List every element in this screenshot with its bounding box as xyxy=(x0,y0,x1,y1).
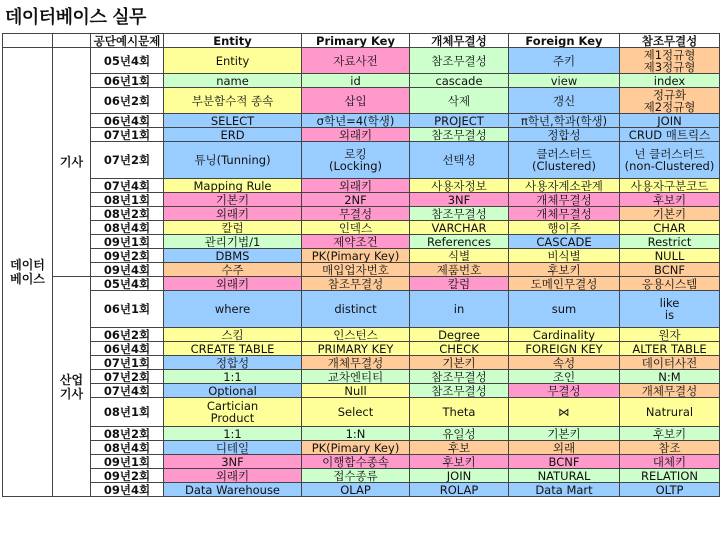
answer-cell: CRUD 매트릭스 xyxy=(620,128,720,142)
answer-cell: 무결성 xyxy=(509,384,620,398)
answer-cell: index xyxy=(620,74,720,88)
session-cell: 09년1회 xyxy=(91,235,164,249)
answer-cell: OLTP xyxy=(620,483,720,497)
answer-cell: π학년,학과(학생) xyxy=(509,114,620,128)
answer-cell: 정합성 xyxy=(509,128,620,142)
answer-cell: N:M xyxy=(620,370,720,384)
answer-cell: 이행함수종속 xyxy=(302,455,410,469)
answer-cell: 1:N xyxy=(302,427,410,441)
answer-cell: 참조무결성 xyxy=(410,128,509,142)
answer-cell: 1:1 xyxy=(164,427,302,441)
answer-cell: JOIN xyxy=(410,469,509,483)
answer-cell: CREATE TABLE xyxy=(164,342,302,356)
session-cell: 06년4회 xyxy=(91,342,164,356)
answer-cell: 정합성 xyxy=(164,356,302,370)
answer-cell: 로킹 (Locking) xyxy=(302,142,410,179)
answer-cell: 외래키 xyxy=(302,128,410,142)
session-cell: 08년1회 xyxy=(91,398,164,427)
table-row xyxy=(3,193,720,207)
answer-cell: 부분함수적 종속 xyxy=(164,88,302,114)
answer-cell: 후보키 xyxy=(620,193,720,207)
session-cell: 08년2회 xyxy=(91,207,164,221)
answer-cell: 유일성 xyxy=(410,427,509,441)
answer-cell: CHECK xyxy=(410,342,509,356)
header-col-foreign-key: Foreign Key xyxy=(509,34,620,48)
answer-cell: 참조무결성 xyxy=(410,48,509,74)
answer-cell: 무결성 xyxy=(302,207,410,221)
answer-cell: Select xyxy=(302,398,410,427)
session-cell: 07년1회 xyxy=(91,128,164,142)
answer-cell: FOREIGN KEY xyxy=(509,342,620,356)
answer-cell: References xyxy=(410,235,509,249)
answer-cell: ERD xyxy=(164,128,302,142)
session-cell: 05년4회 xyxy=(91,277,164,291)
answer-cell: BCNF xyxy=(620,263,720,277)
session-cell: 06년2회 xyxy=(91,88,164,114)
answer-cell: 제1정규형 제3정규형 xyxy=(620,48,720,74)
answer-cell: 제약조건 xyxy=(302,235,410,249)
answer-cell: 스킴 xyxy=(164,328,302,342)
answer-cell: Degree xyxy=(410,328,509,342)
answer-cell: 참조무결성 xyxy=(410,370,509,384)
answer-cell: PK(Pimary Key) xyxy=(302,441,410,455)
answer-cell: 외래키 xyxy=(302,179,410,193)
answer-cell: 기본키 xyxy=(620,207,720,221)
answer-cell: 대체키 xyxy=(620,455,720,469)
answer-cell: like is xyxy=(620,291,720,328)
answer-cell: 칼럼 xyxy=(164,221,302,235)
answer-cell: id xyxy=(302,74,410,88)
answer-cell: 삽입 xyxy=(302,88,410,114)
answer-cell: 관리기법/1 xyxy=(164,235,302,249)
answer-cell: view xyxy=(509,74,620,88)
header-blank-2 xyxy=(53,34,91,48)
answer-cell: RELATION xyxy=(620,469,720,483)
answer-cell: in xyxy=(410,291,509,328)
session-cell: 09년4회 xyxy=(91,263,164,277)
answer-cell: BCNF xyxy=(509,455,620,469)
header-col-referential-integrity: 참조무결성 xyxy=(620,34,720,48)
table-row xyxy=(3,483,720,497)
session-cell: 06년1회 xyxy=(91,291,164,328)
session-cell: 09년1회 xyxy=(91,455,164,469)
table-row xyxy=(3,88,720,114)
table-row xyxy=(3,384,720,398)
answer-cell: Theta xyxy=(410,398,509,427)
answer-cell: Null xyxy=(302,384,410,398)
answer-cell: 개체무결성 xyxy=(620,384,720,398)
answer-cell: 주키 xyxy=(509,48,620,74)
answer-cell: 데이터사전 xyxy=(620,356,720,370)
session-cell: 06년4회 xyxy=(91,114,164,128)
table-row xyxy=(3,128,720,142)
table-row xyxy=(3,74,720,88)
answer-cell: 참조무결성 xyxy=(410,384,509,398)
answer-cell: 사용자계소관계 xyxy=(509,179,620,193)
session-cell: 06년1회 xyxy=(91,74,164,88)
answer-cell: Entity xyxy=(164,48,302,74)
answer-cell: 참조 xyxy=(620,441,720,455)
table-row xyxy=(3,441,720,455)
answer-cell: 디테일 xyxy=(164,441,302,455)
session-cell: 07년4회 xyxy=(91,384,164,398)
answer-cell: 기본키 xyxy=(164,193,302,207)
answer-cell: 참조무결성 xyxy=(302,277,410,291)
table-row xyxy=(3,328,720,342)
answer-cell: 클러스터드 (Clustered) xyxy=(509,142,620,179)
session-cell: 09년2회 xyxy=(91,249,164,263)
answer-cell: NULL xyxy=(620,249,720,263)
answer-cell: Cardinality xyxy=(509,328,620,342)
header-blank xyxy=(3,34,53,48)
answer-cell: PK(Pimary Key) xyxy=(302,249,410,263)
answer-cell: 외래 xyxy=(509,441,620,455)
answer-cell: 원자 xyxy=(620,328,720,342)
table-row xyxy=(3,114,720,128)
answer-cell: 교차엔티티 xyxy=(302,370,410,384)
answer-cell: CHAR xyxy=(620,221,720,235)
answer-cell: 개체무결성 xyxy=(509,193,620,207)
answer-cell: ⋈ xyxy=(509,398,620,427)
header-session: 공단예시문제 xyxy=(91,34,164,48)
answer-cell: ALTER TABLE xyxy=(620,342,720,356)
answer-cell: 넌 클러스터드 (non-Clustered) xyxy=(620,142,720,179)
answer-cell: DBMS xyxy=(164,249,302,263)
answer-cell: name xyxy=(164,74,302,88)
answer-cell: 접수종류 xyxy=(302,469,410,483)
answer-cell: 사용자구분코드 xyxy=(620,179,720,193)
session-cell: 08년4회 xyxy=(91,221,164,235)
answer-cell: 기본키 xyxy=(509,427,620,441)
table-row xyxy=(3,427,720,441)
table-row xyxy=(3,263,720,277)
header-col-entity: Entity xyxy=(164,34,302,48)
answer-cell: sum xyxy=(509,291,620,328)
answer-cell: 갱신 xyxy=(509,88,620,114)
header-row xyxy=(3,34,720,48)
answer-cell: 삭제 xyxy=(410,88,509,114)
session-cell: 08년1회 xyxy=(91,193,164,207)
answer-cell: PRIMARY KEY xyxy=(302,342,410,356)
answer-cell: 도메인무결성 xyxy=(509,277,620,291)
table-row xyxy=(3,455,720,469)
table-row xyxy=(3,356,720,370)
answer-cell: 식별 xyxy=(410,249,509,263)
answer-cell: 2NF xyxy=(302,193,410,207)
answer-cell: cascade xyxy=(410,74,509,88)
answer-cell: Data Warehouse xyxy=(164,483,302,497)
header-col-entity-integrity: 개체무결성 xyxy=(410,34,509,48)
table-body xyxy=(3,48,720,497)
answer-cell: NATURAL xyxy=(509,469,620,483)
answer-cell: σ학년=4(학생) xyxy=(302,114,410,128)
answer-cell: Data Mart xyxy=(509,483,620,497)
answer-cell: 속성 xyxy=(509,356,620,370)
answer-cell: 3NF xyxy=(410,193,509,207)
answer-cell: 개체무결성 xyxy=(302,356,410,370)
answer-cell: Mapping Rule xyxy=(164,179,302,193)
answer-cell: Natrural xyxy=(620,398,720,427)
answer-cell: 1:1 xyxy=(164,370,302,384)
answer-cell: 매입업자번호 xyxy=(302,263,410,277)
table-row xyxy=(3,221,720,235)
table-row xyxy=(3,235,720,249)
answer-cell: 칼럼 xyxy=(410,277,509,291)
table-row xyxy=(3,207,720,221)
session-cell: 07년1회 xyxy=(91,356,164,370)
session-cell: 05년4회 xyxy=(91,48,164,74)
answer-cell: OLAP xyxy=(302,483,410,497)
exam-table xyxy=(2,33,720,497)
answer-cell: 튜닝(Tunning) xyxy=(164,142,302,179)
table-row xyxy=(3,342,720,356)
answer-cell: 후보키 xyxy=(620,427,720,441)
page-title: 데이터베이스 실무 xyxy=(5,7,146,28)
answer-cell: 선택성 xyxy=(410,142,509,179)
session-cell: 09년4회 xyxy=(91,483,164,497)
table-row xyxy=(3,277,720,291)
answer-cell: 참조무결성 xyxy=(410,207,509,221)
answer-cell: 응용시스템 xyxy=(620,277,720,291)
session-cell: 06년2회 xyxy=(91,328,164,342)
table-row xyxy=(3,291,720,328)
group-label: 기사 xyxy=(53,48,91,277)
answer-cell: 자료사전 xyxy=(302,48,410,74)
answer-cell: 후보키 xyxy=(410,455,509,469)
table-row xyxy=(3,48,720,74)
answer-cell: 행이주 xyxy=(509,221,620,235)
answer-cell: 후보키 xyxy=(509,263,620,277)
table-row xyxy=(3,469,720,483)
answer-cell: distinct xyxy=(302,291,410,328)
group-label: 산업 기사 xyxy=(53,277,91,497)
answer-cell: Optional xyxy=(164,384,302,398)
answer-cell: 제품번호 xyxy=(410,263,509,277)
session-cell: 07년2회 xyxy=(91,142,164,179)
answer-cell: JOIN xyxy=(620,114,720,128)
answer-cell: Restrict xyxy=(620,235,720,249)
answer-cell: 인스턴스 xyxy=(302,328,410,342)
header-col-primary-key: Primary Key xyxy=(302,34,410,48)
category-database: 데이터 베이스 xyxy=(3,48,53,497)
session-cell: 08년4회 xyxy=(91,441,164,455)
answer-cell: CASCADE xyxy=(509,235,620,249)
answer-cell: 외래키 xyxy=(164,469,302,483)
answer-cell: 개체무결성 xyxy=(509,207,620,221)
answer-cell: ROLAP xyxy=(410,483,509,497)
answer-cell: 기본키 xyxy=(410,356,509,370)
answer-cell: where xyxy=(164,291,302,328)
answer-cell: PROJECT xyxy=(410,114,509,128)
answer-cell: 외래키 xyxy=(164,277,302,291)
session-cell: 08년2회 xyxy=(91,427,164,441)
answer-cell: 정규화 제2정규형 xyxy=(620,88,720,114)
answer-cell: 수주 xyxy=(164,263,302,277)
answer-cell: VARCHAR xyxy=(410,221,509,235)
answer-cell: 조인 xyxy=(509,370,620,384)
table-row xyxy=(3,398,720,427)
table-row xyxy=(3,249,720,263)
session-cell: 07년4회 xyxy=(91,179,164,193)
answer-cell: SELECT xyxy=(164,114,302,128)
answer-cell: 후보 xyxy=(410,441,509,455)
answer-cell: 인덱스 xyxy=(302,221,410,235)
table-row xyxy=(3,370,720,384)
answer-cell: 외래키 xyxy=(164,207,302,221)
session-cell: 07년2회 xyxy=(91,370,164,384)
table-row xyxy=(3,179,720,193)
answer-cell: 사용자정보 xyxy=(410,179,509,193)
answer-cell: 3NF xyxy=(164,455,302,469)
answer-cell: Cartician Product xyxy=(164,398,302,427)
answer-cell: 비식별 xyxy=(509,249,620,263)
table-row xyxy=(3,142,720,179)
session-cell: 09년2회 xyxy=(91,469,164,483)
